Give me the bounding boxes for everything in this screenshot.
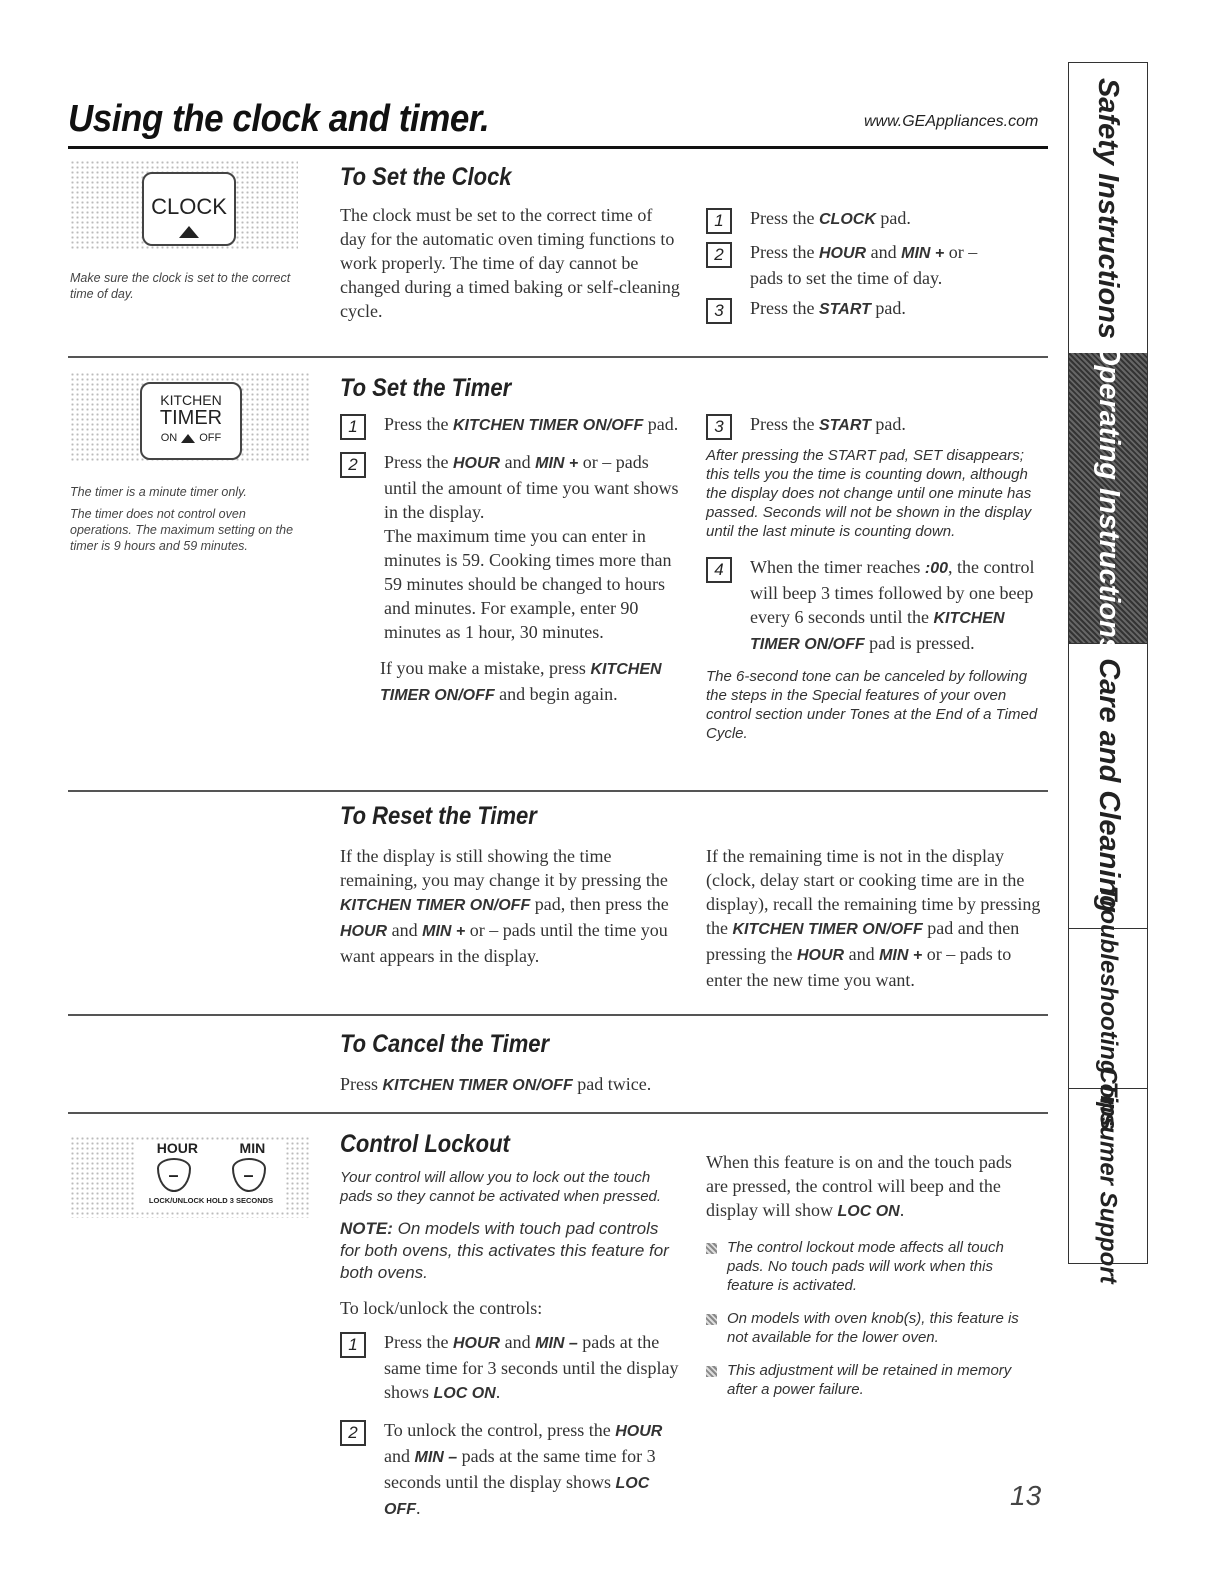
divider (68, 1112, 1048, 1114)
clock-pad-label: CLOCK (151, 194, 227, 219)
reset-right-text: If the remaining time is not in the display (clock, delay start or cooking time are in the display), recall the remaining time by pressing the KITCHEN TIMER ON/OFF pad and then pressing the HOUR and MIN + or – pads to enter the new time you want. (706, 846, 1041, 990)
website-url: www.GEAppliances.com (864, 113, 1039, 130)
clock-step-1: 1 Press the CLOCK pad. (706, 206, 1006, 234)
arrow-up-icon (181, 434, 195, 443)
hour-pad-label: HOUR (156, 1140, 198, 1156)
timer-caption-2: The timer does not control oven operations. The maximum setting on the timer is 9 hours and 59 minutes. (70, 507, 294, 553)
control-lockout-heading: Control Lockout (340, 1130, 510, 1158)
bullet-icon (706, 1366, 717, 1377)
lockout-bullet: On models with oven knob(s), this feature is not available for the lower oven. (706, 1309, 1036, 1347)
timer-panel-illustration (70, 372, 310, 462)
lockout-to-lock: To lock/unlock the controls: (340, 1298, 543, 1318)
timer-tone-note: The 6-second tone can be canceled by following the steps in the Special features of your oven control section under Tones at the End of a Timed Cycle. (706, 668, 1038, 742)
lockout-bullet: The control lockout mode affects all touch pads. No touch pads will work when this feature is activated. (706, 1238, 1036, 1295)
tab-care-and-cleaning[interactable]: Care and Cleaning (1069, 643, 1147, 929)
tab-operating-instructions[interactable]: Operating Instructions (1069, 353, 1147, 644)
lockout-panel-caption: LOCK/UNLOCK HOLD 3 SECONDS (148, 1196, 274, 1205)
timer-pad-line2: TIMER (159, 407, 223, 429)
divider (68, 1014, 1048, 1016)
lockout-panel-illustration (70, 1136, 310, 1218)
divider (68, 356, 1048, 358)
step-number: 2 (340, 1420, 366, 1446)
lockout-left-column (340, 1168, 680, 1522)
clock-step-2: 2 Press the HOUR and MIN + or – pads to set the time of day. (706, 240, 1006, 290)
clock-steps (706, 206, 1006, 324)
reset-timer-heading: To Reset the Timer (340, 802, 537, 830)
timer-step-2: 2 Press the HOUR and MIN + or – pads until the amount of time you want shows in the display. The maximum time you can enter in minutes is 59. Cooking times more than 59 minutes should be changed to hours and minutes. For example, enter 90 minutes as 1 hour, 30 minutes. (340, 450, 680, 644)
lockout-intro: Your control will allow you to lock out the touch pads so they cannot be activated when pressed. (340, 1169, 662, 1205)
minus-chevron-icon: – (157, 1158, 191, 1192)
lockout-right-text: When this feature is on and the touch pads are pressed, the control will beep and the display will show LOC ON. (706, 1152, 1012, 1220)
step-number: 1 (340, 414, 366, 440)
tab-troubleshooting-tips[interactable]: Troubleshooting Tips (1069, 928, 1147, 1089)
set-timer-heading: To Set the Timer (340, 374, 512, 402)
cancel-timer-heading: To Cancel the Timer (340, 1030, 550, 1058)
timer-pad-line1: KITCHEN (160, 392, 222, 408)
reset-left-text: If the display is still showing the time remaining, you may change it by pressing the KITCHEN TIMER ON/OFF pad, then press the HOUR and MIN + or – pads until the time you want appears in the display. (340, 846, 669, 966)
timer-right-column (706, 412, 1046, 743)
lockout-step-2: 2 To unlock the control, press the HOUR and MIN – pads at the same time for 3 seconds until the display shows LOC OFF. (340, 1418, 680, 1522)
header-rule (68, 146, 1048, 149)
page-title: Using the clock and timer. (68, 98, 490, 140)
lockout-step-1: 1 Press the HOUR and MIN – pads at the same time for 3 seconds until the display shows LOC ON. (340, 1330, 680, 1406)
step-number: 2 (706, 242, 732, 268)
lockout-note: NOTE: On models with touch pad controls for both ovens, this activates this feature for both ovens. (340, 1219, 669, 1282)
step-number: 3 (706, 298, 732, 324)
tab-safety-instructions[interactable]: Safety Instructions (1069, 63, 1147, 354)
min-pad-label: MIN (239, 1140, 266, 1156)
clock-caption: Make sure the clock is set to the correct time of day. (70, 271, 291, 301)
clock-panel-illustration (70, 160, 298, 250)
timer-pad-on: ON (160, 432, 178, 444)
clock-pad (142, 172, 236, 246)
tab-consumer-support[interactable]: Consumer Support (1095, 1065, 1122, 1284)
step-number: 3 (706, 414, 732, 440)
set-clock-heading: To Set the Clock (340, 163, 512, 191)
lockout-right-column (706, 1150, 1036, 1399)
timer-step-3: 3 Press the START pad. (706, 412, 1046, 440)
timer-left-column (340, 412, 680, 708)
step-number: 2 (340, 452, 366, 478)
timer-after-note: After pressing the START pad, SET disappears; this tells you the time is counting down, although the display does not change until one minute has passed. Seconds will not be shown in the display until the last minute is counting down. (706, 447, 1032, 540)
timer-caption-1: The timer is a minute timer only. (70, 485, 247, 499)
lockout-bullet: This adjustment will be retained in memory after a power failure. (706, 1361, 1036, 1399)
hour-min-pads (136, 1140, 286, 1212)
minus-chevron-icon: – (232, 1158, 266, 1192)
step-number: 4 (706, 557, 732, 583)
divider (68, 790, 1048, 792)
timer-mistake-note: If you make a mistake, press KITCHEN TIMER ON/OFF and begin again. (380, 658, 662, 704)
set-clock-body: The clock must be set to the correct time of day for the automatic oven timing functions to work properly. The time of day cannot be changed during a timed baking or self-cleaning cycle. (340, 205, 680, 321)
timer-step-1: 1 Press the KITCHEN TIMER ON/OFF pad. (340, 412, 680, 440)
bullet-icon (706, 1243, 717, 1254)
section-sidebar (1068, 62, 1148, 1284)
kitchen-timer-pad (140, 382, 242, 460)
arrow-up-icon (179, 226, 199, 238)
cancel-timer-text: Press KITCHEN TIMER ON/OFF pad twice. (340, 1074, 652, 1094)
timer-step-2-extra: The maximum time you can enter in minutes is 59. Cooking times more than 59 minutes should be changed to hours and minutes. For example, enter 90 minutes as 1 hour, 30 minutes. (384, 526, 672, 642)
bullet-icon (706, 1314, 717, 1325)
timer-step-4: 4 When the timer reaches :00, the control will beep 3 times followed by one beep every 6 seconds until the KITCHEN TIMER ON/OFF pad is pressed. (706, 555, 1046, 657)
step-number: 1 (706, 208, 732, 234)
timer-pad-off: OFF (199, 432, 222, 444)
page-number: 13 (1010, 1480, 1042, 1511)
clock-step-3: 3 Press the START pad. (706, 296, 1006, 324)
step-number: 1 (340, 1332, 366, 1358)
